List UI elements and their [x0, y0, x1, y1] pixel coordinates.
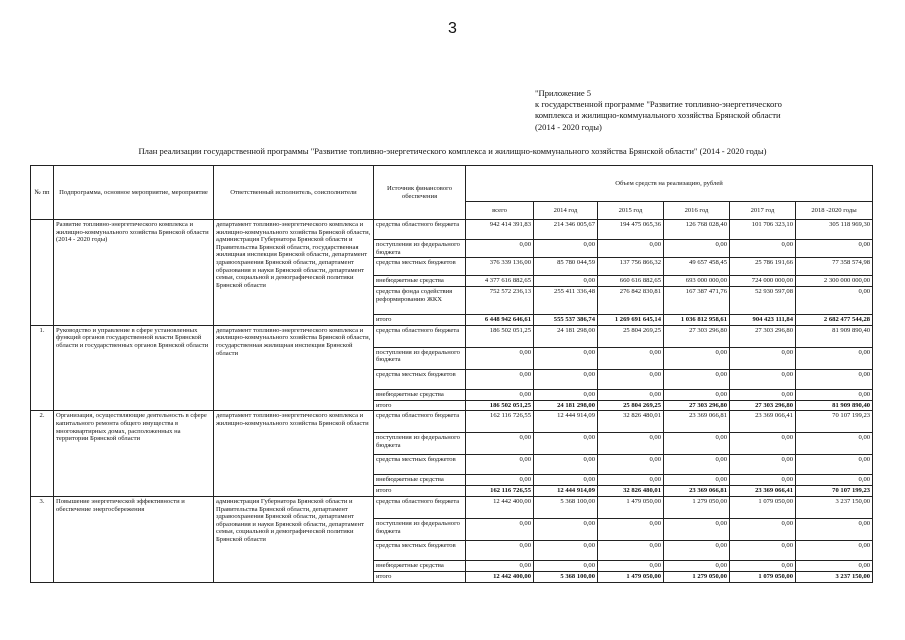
amount-cell: 0,00	[534, 560, 598, 571]
header-executor: Ответственный исполнитель, соисполнители	[214, 166, 374, 220]
amount-cell: 1 079 050,00	[730, 571, 796, 582]
amount-cell: 70 107 199,23	[796, 486, 873, 497]
row-number: 2.	[31, 411, 54, 497]
amount-cell: 0,00	[534, 276, 598, 287]
executor-name: департамент топливно-энергетического комплекса и жилищно-коммунального хозяйства Брянской области, администрация Губернатора Брянской области и Правительства Брянской области, государственная жилищная инспекция Брянской области, департамент здравоохранения Брянской области, департамент образования и науки Брянской области, департамент семьи, социальной и демографической политики Брянской области	[214, 220, 374, 326]
funding-source: средства местных бюджетов	[374, 258, 466, 276]
amount-cell: 904 423 111,84	[730, 315, 796, 326]
amount-cell: 3 237 150,00	[796, 571, 873, 582]
amount-cell: 0,00	[598, 433, 664, 455]
amount-cell: 23 369 066,41	[730, 411, 796, 433]
amount-cell: 23 369 066,41	[730, 486, 796, 497]
amount-cell: 214 346 005,67	[534, 220, 598, 240]
appendix-line: комплекса и жилищно-коммунального хозяйства Брянской области	[535, 110, 781, 121]
amount-cell: 0,00	[534, 369, 598, 389]
amount-cell: 186 502 051,25	[466, 325, 534, 347]
amount-cell: 167 387 471,76	[664, 287, 730, 315]
amount-cell: 0,00	[796, 347, 873, 369]
appendix-line: (2014 - 2020 годы)	[535, 121, 602, 132]
amount-cell: 1 279 050,00	[664, 571, 730, 582]
amount-cell: 0,00	[534, 518, 598, 540]
subprogram-name: Организация, осуществляющие деятельность в сфере капитального ремонта общего имущества в многоквартирных домах, расположенных на территории Брянской области	[54, 411, 214, 497]
executor-name: департамент топливно-энергетического комплекса и жилищно-коммунального хозяйства Брянской области	[214, 411, 374, 497]
plan-title: План реализации государственной программы "Развитие топливно-энергетического комплекса и жилищно-коммунального хозяйства Брянской области" (2014 - 2020 годы)	[138, 146, 767, 156]
amount-cell: 0,00	[466, 389, 534, 400]
amount-cell: 0,00	[534, 347, 598, 369]
amount-cell: 24 181 298,00	[534, 325, 598, 347]
amount-cell: 1 079 050,00	[730, 496, 796, 518]
amount-cell: 0,00	[534, 540, 598, 560]
amount-cell: 85 780 044,59	[534, 258, 598, 276]
table-row	[31, 411, 873, 433]
amount-cell: 3 237 150,00	[796, 496, 873, 518]
amount-cell: 52 930 597,08	[730, 287, 796, 315]
amount-cell: 186 502 051,25	[466, 400, 534, 411]
amount-cell: 276 842 830,81	[598, 287, 664, 315]
amount-cell: 1 279 050,00	[664, 496, 730, 518]
header-subprogram: Подпрограмма, основное мероприятие, мероприятие	[54, 166, 214, 220]
amount-cell: 27 303 296,80	[664, 400, 730, 411]
table-row	[31, 496, 873, 518]
amount-cell: 0,00	[730, 433, 796, 455]
header-source: Источник финансового обеспечения	[374, 166, 466, 220]
amount-cell: 23 369 066,81	[664, 411, 730, 433]
amount-cell: 1 269 691 645,14	[598, 315, 664, 326]
amount-cell: 942 414 391,83	[466, 220, 534, 240]
amount-cell: 0,00	[664, 518, 730, 540]
row-number	[31, 220, 54, 326]
amount-cell: 0,00	[466, 369, 534, 389]
amount-cell: 81 909 890,40	[796, 325, 873, 347]
amount-cell: 0,00	[796, 540, 873, 560]
amount-cell: 0,00	[730, 347, 796, 369]
amount-cell: 32 826 480,01	[598, 486, 664, 497]
amount-cell: 0,00	[796, 560, 873, 571]
amount-cell: 0,00	[664, 433, 730, 455]
funding-source: средства областного бюджета	[374, 496, 466, 518]
subprogram-name: Повышение энергетической эффективности и обеспечение энергосбережения	[54, 496, 214, 582]
amount-cell: 0,00	[730, 455, 796, 475]
amount-cell: 0,00	[466, 433, 534, 455]
funding-source: внебюджетные средства	[374, 389, 466, 400]
amount-cell: 25 804 269,25	[598, 400, 664, 411]
plan-table	[30, 165, 873, 583]
amount-cell: 24 181 298,00	[534, 400, 598, 411]
header-year: 2018 -2020 годы	[796, 202, 873, 220]
amount-cell: 32 826 480,01	[598, 411, 664, 433]
amount-cell: 4 377 616 882,65	[466, 276, 534, 287]
amount-cell: 0,00	[534, 240, 598, 258]
header-year: 2017 год	[730, 202, 796, 220]
amount-cell: 0,00	[466, 475, 534, 486]
funding-source: поступления из федерального бюджета	[374, 347, 466, 369]
amount-cell: 693 000 000,00	[664, 276, 730, 287]
subprogram-name: Развитие топливно-энергетического комплекса и жилищно-коммунального хозяйства Брянской области (2014 - 2020 годы)	[54, 220, 214, 326]
amount-cell: 25 786 191,66	[730, 258, 796, 276]
header-volume: Объем средств на реализацию, рублей	[466, 166, 873, 202]
funding-source: внебюджетные средства	[374, 475, 466, 486]
amount-cell: 0,00	[466, 560, 534, 571]
amount-cell: 0,00	[466, 240, 534, 258]
funding-source: средства областного бюджета	[374, 411, 466, 433]
amount-cell: 0,00	[534, 455, 598, 475]
amount-cell: 1 479 050,00	[598, 496, 664, 518]
funding-source: итого	[374, 315, 466, 326]
amount-cell: 0,00	[664, 347, 730, 369]
amount-cell: 27 303 296,80	[730, 400, 796, 411]
funding-source: внебюджетные средства	[374, 276, 466, 287]
amount-cell: 0,00	[796, 475, 873, 486]
amount-cell: 660 616 882,65	[598, 276, 664, 287]
funding-source: средства областного бюджета	[374, 325, 466, 347]
amount-cell: 0,00	[664, 455, 730, 475]
amount-cell: 2 300 000 000,00	[796, 276, 873, 287]
funding-source: итого	[374, 400, 466, 411]
amount-cell: 0,00	[796, 433, 873, 455]
amount-cell: 1 479 050,00	[598, 571, 664, 582]
amount-cell: 376 339 136,00	[466, 258, 534, 276]
funding-source: поступления из федерального бюджета	[374, 240, 466, 258]
header-no: № пп	[31, 166, 54, 220]
amount-cell: 5 368 100,00	[534, 496, 598, 518]
executor-name: администрация Губернатора Брянской области и Правительства Брянской области, департамент здравоохранения Брянской области, департамент образования и науки Брянской области, департамент семьи, социальной и демографической политики Брянской области	[214, 496, 374, 582]
appendix-line: к государственной программе "Развитие топливно-энергетического	[535, 99, 782, 110]
amount-cell: 0,00	[796, 455, 873, 475]
amount-cell: 0,00	[664, 540, 730, 560]
amount-cell: 0,00	[730, 369, 796, 389]
amount-cell: 0,00	[466, 347, 534, 369]
amount-cell: 0,00	[664, 560, 730, 571]
amount-cell: 0,00	[796, 287, 873, 315]
amount-cell: 12 444 914,09	[534, 411, 598, 433]
funding-source: средства областного бюджета	[374, 220, 466, 240]
amount-cell: 0,00	[598, 518, 664, 540]
amount-cell: 255 411 336,48	[534, 287, 598, 315]
appendix-line: "Приложение 5	[535, 88, 592, 98]
amount-cell: 0,00	[466, 455, 534, 475]
amount-cell: 12 442 400,00	[466, 496, 534, 518]
amount-cell: 0,00	[466, 518, 534, 540]
amount-cell: 752 572 236,13	[466, 287, 534, 315]
amount-cell: 0,00	[466, 540, 534, 560]
amount-cell: 0,00	[796, 240, 873, 258]
row-number: 3.	[31, 496, 54, 582]
amount-cell: 0,00	[664, 369, 730, 389]
amount-cell: 0,00	[796, 518, 873, 540]
amount-cell: 0,00	[664, 240, 730, 258]
amount-cell: 0,00	[730, 389, 796, 400]
amount-cell: 0,00	[730, 475, 796, 486]
amount-cell: 0,00	[598, 455, 664, 475]
amount-cell: 0,00	[598, 475, 664, 486]
amount-cell: 0,00	[534, 433, 598, 455]
amount-cell: 81 909 890,40	[796, 400, 873, 411]
executor-name: департамент топливно-энергетического комплекса и жилищно-коммунального хозяйства Брянской области, государственная жилищная инспекция Брянской области	[214, 325, 374, 411]
amount-cell: 0,00	[598, 240, 664, 258]
amount-cell: 0,00	[730, 240, 796, 258]
amount-cell: 0,00	[598, 560, 664, 571]
amount-cell: 0,00	[534, 475, 598, 486]
amount-cell: 27 303 296,80	[730, 325, 796, 347]
amount-cell: 126 768 028,40	[664, 220, 730, 240]
funding-source: поступления из федерального бюджета	[374, 433, 466, 455]
amount-cell: 49 657 458,45	[664, 258, 730, 276]
amount-cell: 0,00	[730, 518, 796, 540]
amount-cell: 305 118 969,30	[796, 220, 873, 240]
plan-body	[31, 220, 873, 583]
funding-source: итого	[374, 571, 466, 582]
funding-source: средства местных бюджетов	[374, 540, 466, 560]
amount-cell: 25 804 269,25	[598, 325, 664, 347]
amount-cell: 724 000 000,00	[730, 276, 796, 287]
amount-cell: 555 537 386,74	[534, 315, 598, 326]
header-year: всего	[466, 202, 534, 220]
header-year: 2016 год	[664, 202, 730, 220]
amount-cell: 0,00	[598, 540, 664, 560]
amount-cell: 194 475 065,36	[598, 220, 664, 240]
funding-source: средства местных бюджетов	[374, 369, 466, 389]
amount-cell: 0,00	[534, 389, 598, 400]
funding-source: средства фонда содействия реформированию ЖКХ	[374, 287, 466, 315]
amount-cell: 0,00	[796, 389, 873, 400]
amount-cell: 5 368 100,00	[534, 571, 598, 582]
amount-cell: 77 358 574,98	[796, 258, 873, 276]
amount-cell: 6 448 942 646,61	[466, 315, 534, 326]
row-number: 1.	[31, 325, 54, 411]
amount-cell: 0,00	[796, 369, 873, 389]
amount-cell: 0,00	[664, 389, 730, 400]
amount-cell: 0,00	[598, 347, 664, 369]
appendix-note	[535, 88, 875, 133]
header-year: 2015 год	[598, 202, 664, 220]
funding-source: внебюджетные средства	[374, 560, 466, 571]
funding-source: итого	[374, 486, 466, 497]
amount-cell: 1 036 812 958,61	[664, 315, 730, 326]
amount-cell: 70 107 199,23	[796, 411, 873, 433]
table-row	[31, 220, 873, 240]
amount-cell: 0,00	[730, 540, 796, 560]
amount-cell: 101 706 323,10	[730, 220, 796, 240]
amount-cell: 12 444 914,09	[534, 486, 598, 497]
header-year: 2014 год	[534, 202, 598, 220]
subprogram-name: Руководство и управление в сфере установленных функций органов государственной власти Брянской области и государственных органов Брянской области	[54, 325, 214, 411]
amount-cell: 0,00	[664, 475, 730, 486]
page-number: 3	[448, 20, 457, 37]
amount-cell: 137 756 866,32	[598, 258, 664, 276]
amount-cell: 162 116 726,55	[466, 411, 534, 433]
table-row	[31, 325, 873, 347]
amount-cell: 2 682 477 544,28	[796, 315, 873, 326]
amount-cell: 0,00	[598, 369, 664, 389]
amount-cell: 162 116 726,55	[466, 486, 534, 497]
amount-cell: 12 442 400,00	[466, 571, 534, 582]
amount-cell: 0,00	[598, 389, 664, 400]
funding-source: средства местных бюджетов	[374, 455, 466, 475]
amount-cell: 23 369 066,81	[664, 486, 730, 497]
amount-cell: 0,00	[730, 560, 796, 571]
funding-source: поступления из федерального бюджета	[374, 518, 466, 540]
amount-cell: 27 303 296,80	[664, 325, 730, 347]
